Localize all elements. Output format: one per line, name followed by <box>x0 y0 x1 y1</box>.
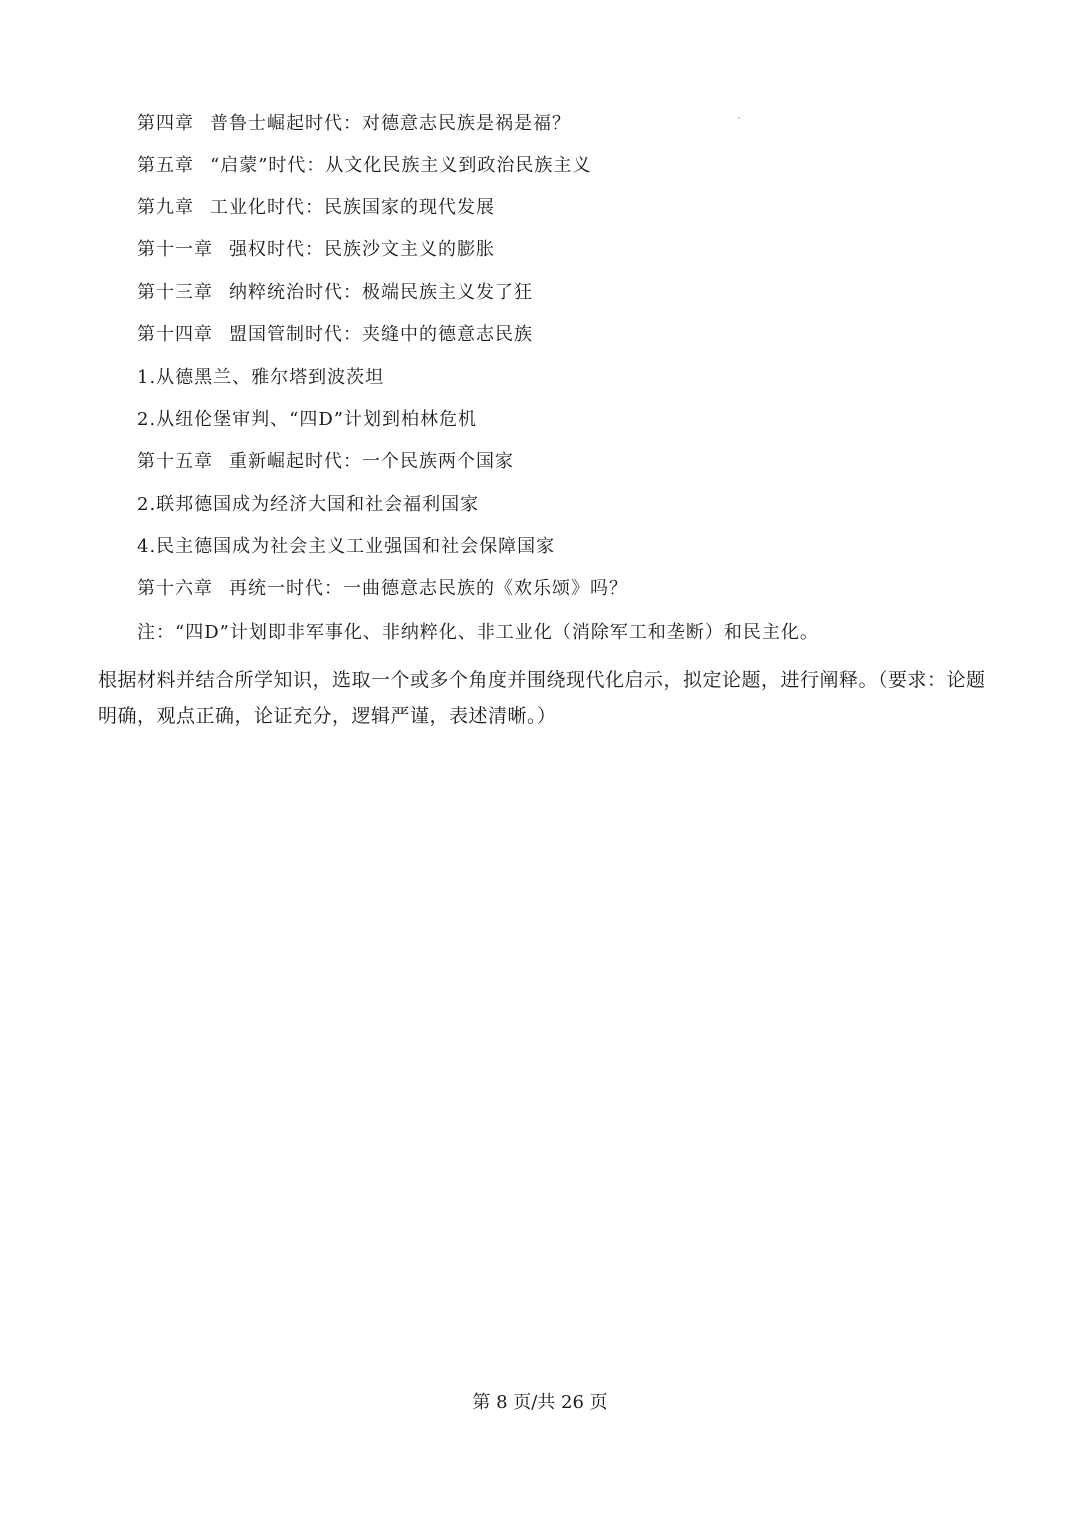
chapter-number: 第十六章 <box>137 578 213 599</box>
chapter-title: 普鲁士崛起时代：对德意志民族是祸是福？ <box>210 113 571 134</box>
chapter-number: 第五章 <box>137 155 194 176</box>
subsection-title: 2.从纽伦堡审判、“四D”计划到柏林危机 <box>137 409 478 430</box>
toc-line <box>137 112 571 136</box>
note-text: 注：“四D”计划即非军事化、非纳粹化、非工业化（消除军工和垄断）和民主化。 <box>137 622 819 643</box>
subsection-title: 1.从德黑兰、雅尔塔到波茨坦 <box>137 367 385 388</box>
page-footer: 第 8 页/共 26 页 <box>472 1392 608 1413</box>
chapter-number: 第四章 <box>137 113 194 134</box>
chapter-title: 再统一时代：一曲德意志民族的《欢乐颂》吗？ <box>229 578 628 599</box>
toc-subsection <box>137 535 555 559</box>
toc-subsection <box>137 366 384 390</box>
scan-speck <box>738 117 740 119</box>
chapter-title: 纳粹统治时代：极端民族主义发了狂 <box>229 282 533 303</box>
chapter-title: 盟国管制时代：夹缝中的德意志民族 <box>229 324 533 345</box>
chapter-number: 第十五章 <box>137 451 213 472</box>
toc-line <box>137 323 533 347</box>
chapter-number: 第十四章 <box>137 324 213 345</box>
toc-subsection <box>137 408 477 432</box>
subsection-title: 4.民主德国成为社会主义工业强国和社会保障国家 <box>137 536 556 557</box>
subsection-title: 2.联邦德国成为经济大国和社会福利国家 <box>137 494 480 515</box>
chapter-title: “启蒙”时代：从文化民族主义到政治民族主义 <box>210 155 592 176</box>
chapter-title: 工业化时代：民族国家的现代发展 <box>210 197 495 218</box>
toc-line <box>137 577 628 601</box>
toc-line <box>137 196 495 220</box>
toc-line <box>137 238 495 262</box>
chapter-title: 重新崛起时代：一个民族两个国家 <box>229 451 514 472</box>
toc-subsection <box>137 493 479 517</box>
toc-line <box>137 154 591 178</box>
question-prompt: 根据材料并结合所学知识，选取一个或多个角度并围绕现代化启示，拟定论题，进行阐释。（要求：论题明确，观点正确，论证充分，逻辑严谨，表述清晰。） <box>98 669 986 727</box>
chapter-title: 强权时代：民族沙文主义的膨胀 <box>229 239 495 260</box>
toc-line <box>137 281 533 305</box>
toc-line <box>137 450 514 474</box>
chapter-number: 第十一章 <box>137 239 213 260</box>
chapter-number: 第九章 <box>137 197 194 218</box>
chapter-number: 第十三章 <box>137 282 213 303</box>
